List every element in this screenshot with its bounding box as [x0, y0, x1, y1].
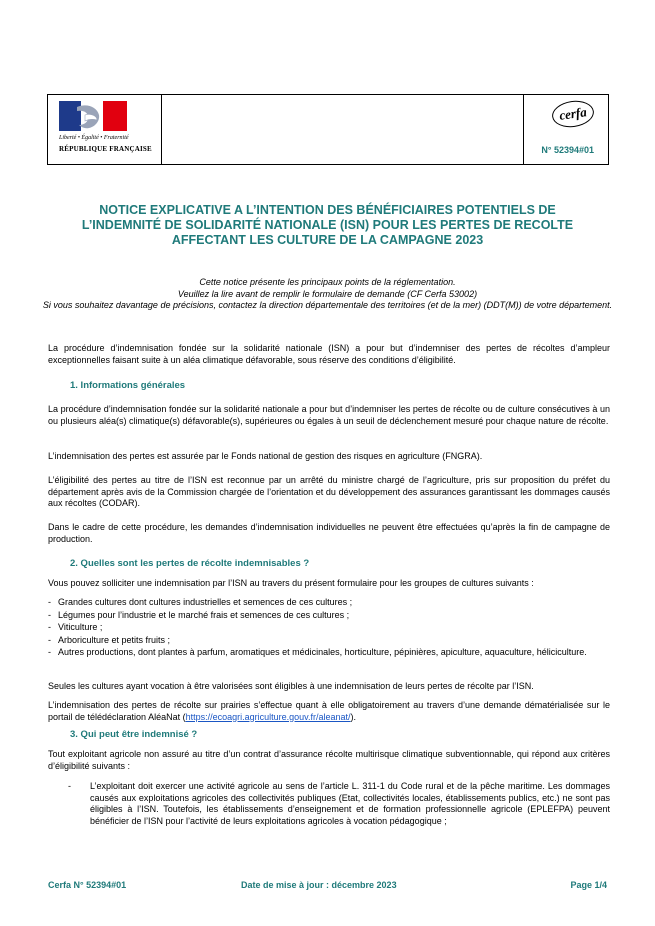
list-item: - Légumes pour l’industrie et le marché frais et semences de ces cultures ; — [48, 609, 350, 620]
eligibility-item-1: - L’exploitant doit exercer une activité agricole au sens de l’article L. 311-1 du Code rural et de la pêche maritime. Les dommages causés aux exploitations agricoles des collectivités publiques (Etat, collectivités locales, établissements publics, etc.) ne sont pas éligibles à l’ISN. Toutefois, les établissements d’enseignement et de formation professionnelle agricole (EPLEFPA) peuvent bénéficier de l’ISN pour l’activité de leurs exploitations agricoles à vocation pédagogique ; — [68, 781, 610, 826]
list-item: - Viticulture ; — [48, 622, 103, 632]
section-1-title: 1. Informations générales — [70, 380, 186, 391]
rf-name: RÉPUBLIQUE FRANÇAISE — [59, 145, 152, 153]
cerfa-logo: cerfa — [550, 98, 595, 130]
list-item: - Arboriculture et petits fruits ; — [48, 634, 171, 645]
aleanat-link[interactable]: https://ecoagri.agriculture.gouv.fr/aleanat/ — [185, 711, 351, 722]
list-item: - Autres productions, dont plantes à parfum, aromatiques et médicinales, horticulture, pépinières, apiculture, aquaculture, héliciculture. — [48, 647, 587, 657]
section-1-paragraph-2: L’indemnisation des pertes est assurée par le Fonds national de gestion des risques en agriculture (FNGRA). — [48, 451, 483, 461]
intro-line-1: Cette notice présente les principaux points de la réglementation. — [199, 277, 456, 287]
marianne-icon — [59, 101, 127, 131]
header-divider-left — [161, 95, 162, 164]
rf-motto: Liberté • Égalité • Fraternité — [59, 135, 129, 141]
section-3-title: 3. Qui peut être indemnisé ? — [70, 729, 198, 740]
cerfa-number: N° 52394#01 — [541, 145, 594, 155]
section-1-paragraph-1: La procédure d’indemnisation fondée sur la solidarité nationale a pour but d’indemniser les pertes de récolte ou de culture consécutives à un ou plusieurs aléa(s) climatique(s) défavorable(s), supérieures ou égales à un seuil de déclenchement mesuré pour chaque nature de récolte. — [48, 404, 610, 426]
intro-paragraph: La procédure d’indemnisation fondée sur la solidarité nationale (ISN) a pour but d’indemniser des pertes de récoltes d’ampleur exceptionnelles faisant suite à un aléa climatique défavorable, sous réserve des conditions d’éligibilité. — [48, 343, 610, 365]
header-box — [47, 94, 609, 165]
section-3-lead: Tout exploitant agricole non assuré au titre d’un contrat d’assurance récolte multirisque climatique subventionnable, qui répond aux critères d’éligibilité suivants : — [48, 749, 610, 771]
list-item: - Grandes cultures dont cultures industrielles et semences de ces cultures ; — [48, 597, 353, 607]
section-2-lead: Vous pouvez solliciter une indemnisation par l’ISN au travers du présent formulaire pour les groupes de cultures suivants : — [48, 578, 534, 588]
intro-note — [40, 277, 615, 312]
document-title: NOTICE EXPLICATIVE A L’INTENTION DES BÉNÉFICIAIRES POTENTIELS DE L’INDEMNITÉ DE SOLIDARITÉ NATIONALE (ISN) POUR LES PERTES DE RECOLTE AFFECTANT LES CULTURE DE LA CAMPAGNE 2023 — [81, 203, 574, 247]
section-2-title: 2. Quelles sont les pertes de récolte indemnisables ? — [70, 558, 310, 569]
footer-update-date: Date de mise à jour : décembre 2023 — [241, 880, 397, 890]
section-1-paragraph-4: Dans le cadre de cette procédure, les demandes d’indemnisation individuelles ne peuvent être effectuées qu’après la fin de campagne de production. — [48, 522, 610, 544]
section-2-paragraph-2: L’indemnisation des pertes de récolte sur prairies s’effectue quant à elle obligatoirement au travers d’une demande dématérialisée sur le portail de télédéclaration AléaNat (https://ecoagri.agriculture.gouv.fr/aleanat/). — [48, 700, 610, 722]
republique-francaise-logo — [56, 101, 156, 161]
footer-page-number: Page 1/4 — [570, 880, 607, 890]
intro-line-2: Veuillez la lire avant de remplir le formulaire de demande (CF Cerfa 53002) — [177, 288, 478, 299]
section-2-paragraph-1: Seules les cultures ayant vocation à être valorisées sont éligibles à une indemnisation de leurs pertes de récolte par l’ISN. — [48, 681, 534, 691]
intro-line-3: Si vous souhaitez davantage de précisions, contactez la direction départementale des territoires (et de la mer) (DDT(M)) de votre département. — [42, 300, 613, 310]
header-divider-right — [523, 95, 524, 164]
section-1-paragraph-3: L’éligibilité des pertes au titre de l’ISN est reconnue par un arrêté du ministre chargé de l’agriculture, pris sur proposition du préfet du département après avis de la Commission chargée de l’orientation et du développement des assurances garantissant les dommages causés aux récoltes (CODAR). — [48, 475, 610, 508]
crop-groups-list — [48, 597, 610, 659]
footer-cerfa-number: Cerfa N° 52394#01 — [48, 880, 127, 890]
